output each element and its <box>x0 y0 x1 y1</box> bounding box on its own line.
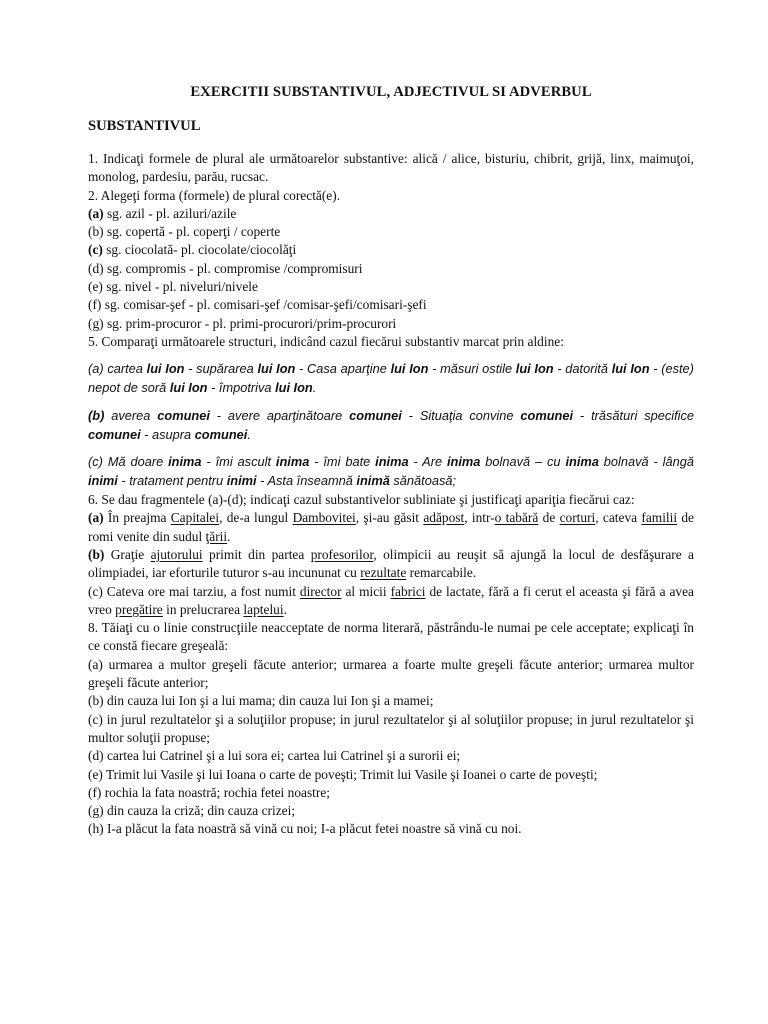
exercise-8-item-d: (d) cartea lui Catrinel şi a lui sora ei; cartea lui Catrinel şi a surorii ei; <box>88 748 461 764</box>
item-label: (f) <box>88 297 102 313</box>
text-run: bolnavă – cu <box>480 454 566 470</box>
text-run: , intr- <box>464 510 495 526</box>
text-run: in prelucrarea <box>162 601 244 617</box>
text-run: lui Ion <box>257 361 296 377</box>
text-run: - avere aparţinătoare <box>209 407 350 423</box>
item-text: sg. prim-procuror - pl. primi-procurori/prim-procurori <box>103 315 397 331</box>
exercise-1: 1. Indicaţi formele de plural ale următoarelor substantive: alică / alice, bisturiu, chibrit, grijă, linx, maimuţoi, monolog, pardesiu, parău, rucsac. <box>88 151 694 185</box>
exercise-2-item-e <box>88 278 694 296</box>
text-run: de <box>538 510 560 526</box>
text-run: lui Ion <box>169 380 208 396</box>
text-run: de lactate, fără a fi cerut el aceasta şi fără a avea vreo <box>88 583 694 617</box>
text-run: . <box>283 601 287 617</box>
text-run: comunei <box>520 407 574 423</box>
item-label: (d) <box>88 260 104 276</box>
text-run: În preajma <box>103 510 171 526</box>
item-label: (c) <box>88 242 103 258</box>
text-run: lui Ion <box>275 380 313 396</box>
item-text: sg. copertă - pl. coperţi / coperte <box>103 224 281 240</box>
text-run: (b) <box>88 407 105 423</box>
text-run: inimi <box>88 473 118 489</box>
text-run: al micii <box>341 583 391 599</box>
text-run: - Are <box>408 454 447 470</box>
text-run: familii <box>641 510 678 526</box>
exercise-2-item-b <box>88 223 694 241</box>
exercise-body <box>88 150 694 839</box>
exercise-2-item-d <box>88 260 694 278</box>
item-text: sg. comisar-şef - pl. comisari-şef /comisar-şefi/comisari-şefi <box>101 297 427 313</box>
text-run: inima <box>446 454 481 470</box>
text-run: , olimpicii au reuşit să ajungă la locul de desfăşurare a olimpiadei, iar eforturile tuturor s-au incununat cu <box>88 546 694 581</box>
exercise-6-b <box>88 546 694 583</box>
text-run: - îmi bate <box>309 454 376 470</box>
exercise-8-item-h: (h) I-a plăcut la fata noastră să vină cu noi; I-a plăcut fetei noastre să vină cu noi. <box>88 821 522 837</box>
text-run: , cateva <box>595 510 642 526</box>
exercise-8-item-f: (f) rochia la fata noastră; rochia fetei noastre; <box>88 784 331 800</box>
text-run: primit din partea <box>202 546 311 562</box>
text-run: comunei <box>349 407 402 423</box>
text-run: Graţie <box>104 546 151 562</box>
text-run: comunei <box>194 426 248 442</box>
text-run: (c) Mă doare <box>88 454 169 470</box>
text-run: lui Ion <box>146 361 185 377</box>
text-run: , şi-au găsit <box>355 510 424 526</box>
item-label: (e) <box>88 279 103 295</box>
text-run: lui Ion <box>515 361 554 377</box>
text-run: inima <box>275 454 310 470</box>
text-run: inimi <box>226 473 257 489</box>
exercise-2-item-a <box>88 205 694 223</box>
text-run: - Situaţia convine <box>401 407 521 423</box>
text-run: - îmi ascult <box>201 454 276 470</box>
text-run: fabrici <box>390 583 426 599</box>
text-run: Capitalei <box>170 510 220 526</box>
item-text: sg. compromis - pl. compromise /compromisuri <box>103 260 363 276</box>
text-run: inima <box>168 454 202 470</box>
text-run: - (este) nepot de soră <box>88 361 694 396</box>
exercise-6-intro: 6. Se dau fragmentele (a)-(d); indicaţi cazul substantivelor subliniate şi justificaţi apariţia fiecărui caz: <box>88 492 635 508</box>
text-run: sănătoasă; <box>389 473 457 489</box>
text-run: laptelui <box>243 601 284 617</box>
text-run: (a) cartea <box>88 361 147 377</box>
text-run: o tabără <box>494 510 539 526</box>
text-run: - supărarea <box>184 361 258 377</box>
text-run: inima <box>375 454 409 470</box>
text-run: . <box>227 528 231 544</box>
text-run: - tratament pentru <box>117 473 227 489</box>
exercise-2-item-c <box>88 241 694 259</box>
exercise-5-c <box>88 453 694 491</box>
exercise-8-item-e: (e) Trimit lui Vasile şi lui Ioana o carte de poveşti; Trimit lui Vasile şi Ioanei o carte de poveşti; <box>88 766 598 782</box>
exercise-2-intro: 2. Alegeţi forma (formele) de plural corectă(e). <box>88 187 341 203</box>
text-run: comunei <box>88 426 141 442</box>
exercise-6-c <box>88 583 694 620</box>
text-run: comunei <box>157 407 210 423</box>
text-run: profesorilor <box>310 546 374 562</box>
item-text: sg. ciocolată- pl. ciocolate/ciocolăţi <box>102 242 297 258</box>
text-run: . <box>247 426 251 442</box>
exercise-8-item-g: (g) din cauza la criză; din cauza crizei; <box>88 803 296 819</box>
text-run: remarcabile. <box>406 565 477 581</box>
text-run: (a) <box>88 510 104 526</box>
section-heading: SUBSTANTIVUL <box>88 118 201 134</box>
exercise-5-intro: 5. Comparaţi următoarele structuri, indicând cazul fiecărui substantiv marcat prin aldine: <box>88 333 564 349</box>
text-run: - trăsături specifice <box>573 407 694 423</box>
exercise-2-item-g <box>88 315 694 333</box>
text-run: (b) <box>88 546 105 562</box>
exercise-8-intro: 8. Tăiaţi cu o linie construcţiile neacceptate de norma literară, păstrându-le numai pe cele acceptate; explicaţi în ce constă fiecare greşeală: <box>88 620 694 654</box>
exercise-2-item-f <box>88 296 694 314</box>
text-run: . <box>312 380 317 396</box>
text-run: director <box>299 583 342 599</box>
text-run: (c) Cateva ore mai tarziu, a fost numit <box>88 583 300 599</box>
text-run: - Casa aparţine <box>295 361 391 377</box>
exercise-8-item-b: (b) din cauza lui Ion şi a lui mama; din cauza lui Ion şi a mamei; <box>88 693 434 709</box>
text-run: lui Ion <box>390 361 429 377</box>
exercise-8-item-c: (c) in jurul rezultatelor şi a soluţiilor propuse; in jurul rezultatelor şi al soluţiilor propuse; in jurul rezultatelor şi multor soluţii propuse; <box>88 711 694 745</box>
text-run: pregătire <box>115 601 163 617</box>
item-label: (g) <box>88 315 104 331</box>
text-run: - Asta înseamnă <box>256 473 357 489</box>
text-run: , de-a lungul <box>219 510 293 526</box>
text-run: corturi <box>559 510 596 526</box>
text-run: inima <box>565 454 599 470</box>
item-text: sg. nivel - pl. niveluri/nivele <box>102 279 258 295</box>
text-run: - împotriva <box>207 380 276 396</box>
exercise-5-a <box>88 360 694 398</box>
exercise-8-item-a: (a) urmarea a multor greşeli făcute anterior; urmarea a foarte multe greşeli făcute anterior; urmarea multor greşeli făcute anterior; <box>88 656 694 691</box>
text-run: ajutorului <box>150 546 203 562</box>
text-run: lui Ion <box>611 361 650 377</box>
item-label: (b) <box>88 224 104 240</box>
text-run: - măsuri ostile <box>428 361 516 377</box>
text-run: Dambovitei <box>292 510 356 526</box>
item-label: (a) <box>88 205 104 221</box>
item-text: sg. azil - pl. aziluri/azile <box>103 205 237 221</box>
text-run: averea <box>104 407 158 423</box>
document-title: EXERCITII SUBSTANTIVUL, ADJECTIVUL SI ADVERBUL <box>190 84 592 100</box>
text-run: adăpost <box>423 510 465 526</box>
text-run: - datorită <box>553 361 612 377</box>
text-run: de romi venite din sudul <box>88 510 695 544</box>
text-run: ţării <box>205 528 228 544</box>
text-run: - asupra <box>140 426 195 442</box>
text-run: bolnavă - lângă <box>598 454 694 470</box>
text-run: rezultate <box>360 565 407 581</box>
exercise-6-a <box>88 509 694 546</box>
exercise-5-b <box>88 407 694 445</box>
text-run: inimă <box>356 473 390 489</box>
